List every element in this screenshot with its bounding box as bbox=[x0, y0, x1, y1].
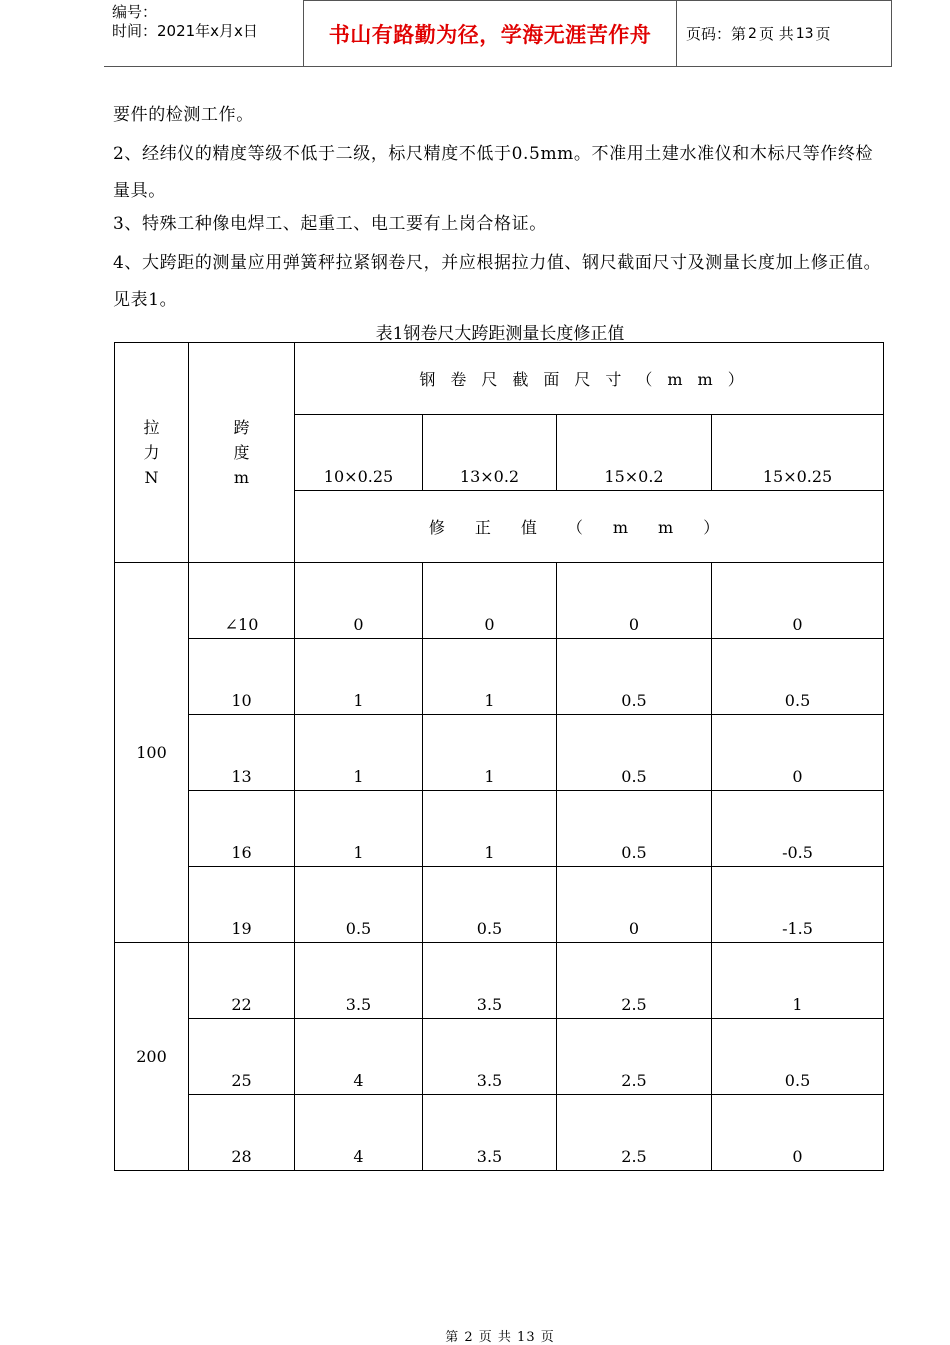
table-row bbox=[115, 943, 884, 1019]
table-caption: 表1钢卷尺大跨距测量长度修正值 bbox=[375, 324, 625, 344]
paragraph-1: 要件的检测工作。 bbox=[113, 105, 254, 125]
force-cell: 100 bbox=[115, 563, 189, 943]
head-span-line: 跨 bbox=[233, 418, 250, 437]
header-right-rule bbox=[891, 0, 892, 67]
value-cell: 1 bbox=[423, 715, 557, 791]
table-row bbox=[115, 867, 884, 943]
head-section-text: 钢卷尺截面尺寸（mm） bbox=[419, 370, 759, 389]
page-header bbox=[104, 0, 892, 67]
head-force-line: N bbox=[144, 468, 159, 487]
head-span bbox=[189, 343, 295, 563]
value-cell: 0 bbox=[712, 563, 884, 639]
correction-table bbox=[114, 342, 884, 1171]
table-row bbox=[115, 791, 884, 867]
value-cell: 0 bbox=[557, 867, 712, 943]
value-cell: -0.5 bbox=[712, 791, 884, 867]
span-cell: 22 bbox=[189, 943, 295, 1019]
head-force-line: 拉 bbox=[143, 418, 160, 437]
section-size: 15×0.2 bbox=[557, 415, 712, 491]
paragraph-4: 4、大跨距的测量应用弹簧秤拉紧钢卷尺，并应根据拉力值、钢尺截面尺寸及测量长度加上修正值。见表1。 bbox=[113, 253, 882, 310]
table-row bbox=[115, 715, 884, 791]
value-cell: 0.5 bbox=[557, 639, 712, 715]
serial-label: 编号： bbox=[112, 3, 158, 21]
value-cell: 2.5 bbox=[557, 1019, 712, 1095]
page-total: 13 bbox=[795, 25, 814, 42]
table-row bbox=[115, 1095, 884, 1171]
value-cell: 0.5 bbox=[712, 1019, 884, 1095]
header-divider-right bbox=[676, 0, 677, 67]
table-row bbox=[115, 639, 884, 715]
value-cell: 1 bbox=[712, 943, 884, 1019]
value-cell: 3.5 bbox=[423, 1095, 557, 1171]
span-cell: 25 bbox=[189, 1019, 295, 1095]
value-cell: 0 bbox=[712, 715, 884, 791]
head-correction bbox=[295, 491, 884, 563]
section-size: 15×0.25 bbox=[712, 415, 884, 491]
table-row bbox=[115, 563, 884, 639]
date-label: 时间：2021年x月x日 bbox=[112, 22, 258, 40]
value-cell: 1 bbox=[295, 715, 423, 791]
table-row bbox=[115, 1019, 884, 1095]
span-cell: 16 bbox=[189, 791, 295, 867]
value-cell: 2.5 bbox=[557, 943, 712, 1019]
value-cell: 0 bbox=[423, 563, 557, 639]
value-cell: 4 bbox=[295, 1019, 423, 1095]
head-force-line: 力 bbox=[143, 443, 160, 462]
head-section bbox=[295, 343, 884, 415]
value-cell: 0.5 bbox=[557, 715, 712, 791]
value-cell: 1 bbox=[295, 639, 423, 715]
value-cell: 0 bbox=[557, 563, 712, 639]
value-cell: 3.5 bbox=[295, 943, 423, 1019]
value-cell: 0.5 bbox=[557, 791, 712, 867]
page-prefix: 页码：第 bbox=[686, 25, 747, 43]
head-force bbox=[115, 343, 189, 563]
span-cell: ∠10 bbox=[189, 563, 295, 639]
head-correction-text: 修正值（mm） bbox=[428, 518, 750, 537]
page-suffix: 页 bbox=[815, 25, 831, 43]
page-mid: 页 共 bbox=[758, 25, 794, 43]
value-cell: -1.5 bbox=[712, 867, 884, 943]
value-cell: 1 bbox=[423, 791, 557, 867]
header-meta bbox=[112, 3, 258, 41]
value-cell: 1 bbox=[295, 791, 423, 867]
span-cell: 10 bbox=[189, 639, 295, 715]
value-cell: 1 bbox=[423, 639, 557, 715]
head-span-line: m bbox=[233, 468, 250, 487]
head-span-line: 度 bbox=[233, 443, 250, 462]
value-cell: 0.5 bbox=[295, 867, 423, 943]
header-motto: 书山有路勤为径，学海无涯苦作舟 bbox=[328, 22, 652, 47]
page-current: 2 bbox=[748, 25, 757, 42]
value-cell: 0.5 bbox=[712, 639, 884, 715]
section-size: 10×0.25 bbox=[295, 415, 423, 491]
header-page-counter bbox=[686, 0, 831, 67]
span-cell: 13 bbox=[189, 715, 295, 791]
paragraph-3: 3、特殊工种像电焊工、起重工、电工要有上岗合格证。 bbox=[113, 214, 547, 234]
value-cell: 2.5 bbox=[557, 1095, 712, 1171]
section-size: 13×0.2 bbox=[423, 415, 557, 491]
span-cell: 28 bbox=[189, 1095, 295, 1171]
value-cell: 0.5 bbox=[423, 867, 557, 943]
value-cell: 0 bbox=[712, 1095, 884, 1171]
value-cell: 3.5 bbox=[423, 1019, 557, 1095]
page-footer: 第 2 页 共 13 页 bbox=[445, 1330, 555, 1345]
force-cell: 200 bbox=[115, 943, 189, 1171]
value-cell: 4 bbox=[295, 1095, 423, 1171]
span-cell: 19 bbox=[189, 867, 295, 943]
value-cell: 3.5 bbox=[423, 943, 557, 1019]
paragraph-2: 2、经纬仪的精度等级不低于二级，标尺精度不低于0.5mm。不准用土建水准仪和木标尺等作终检量具。 bbox=[113, 144, 874, 201]
value-cell: 0 bbox=[295, 563, 423, 639]
